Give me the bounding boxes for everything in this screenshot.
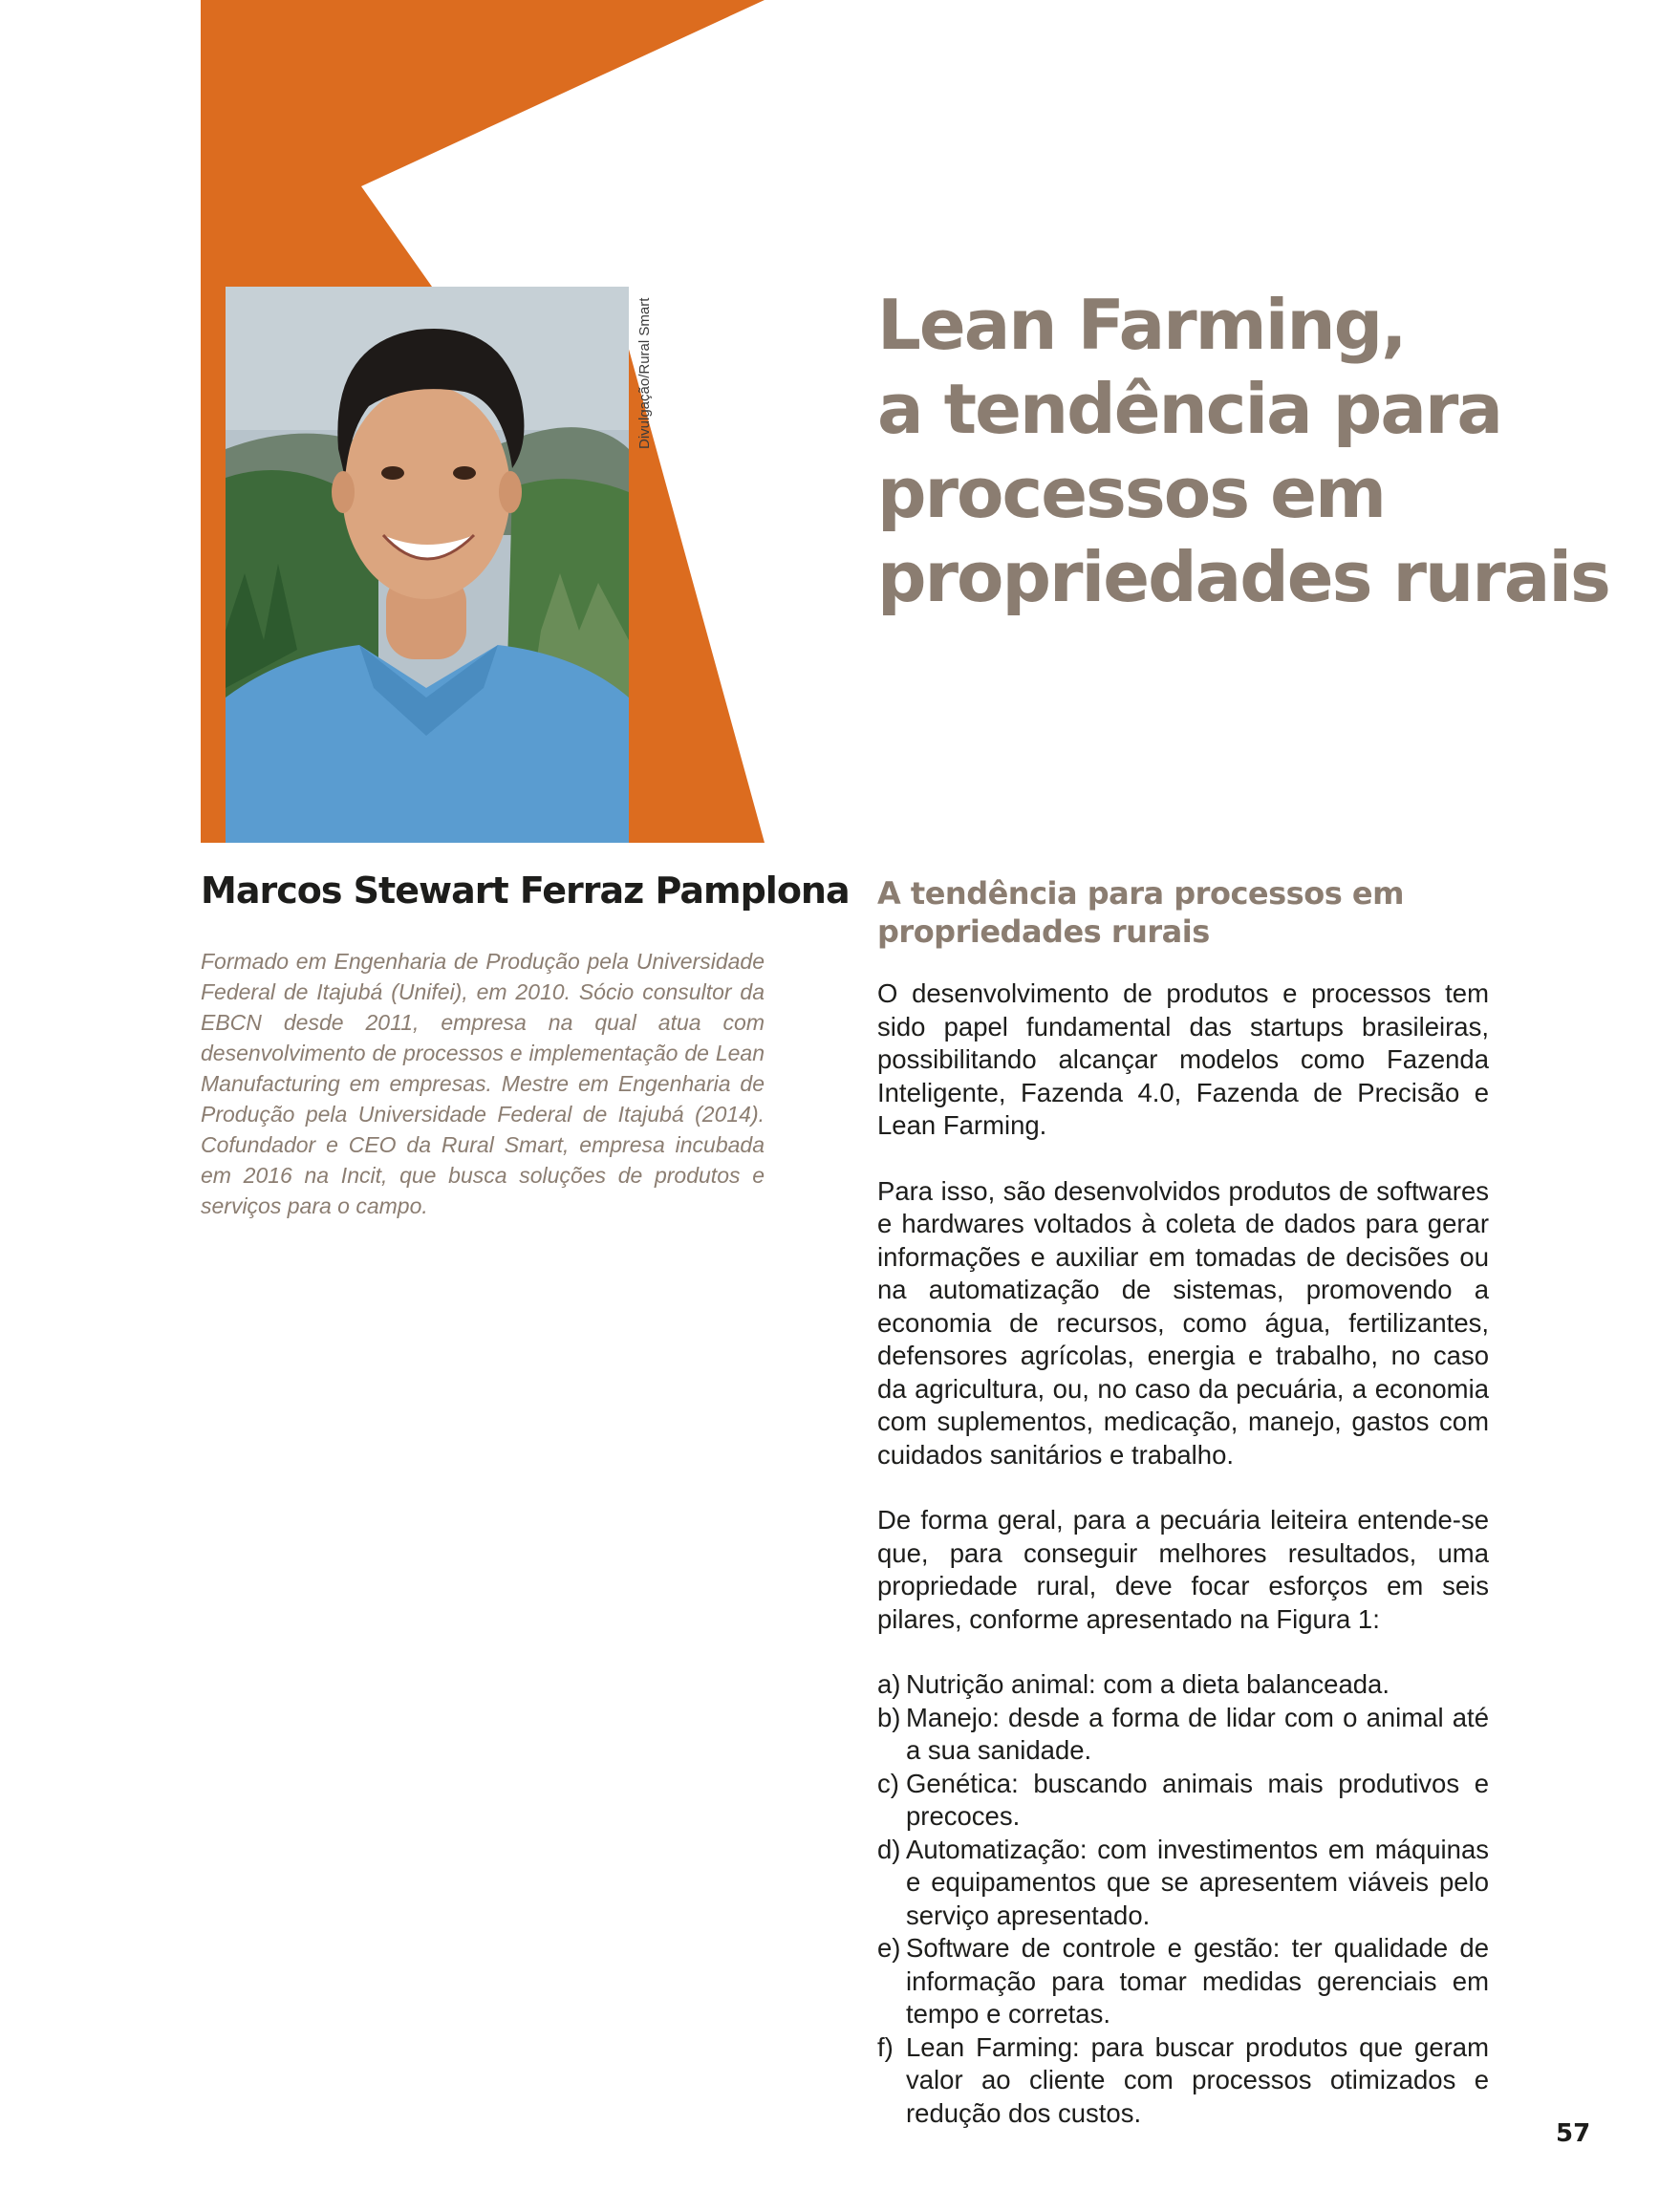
list-item-text: Manejo: desde a forma de lidar com o animal até a sua sanidade.	[906, 1702, 1489, 1765]
paragraph: Para isso, são desenvolvidos produtos de softwares e hardwares voltados à coleta de dados para gerar informações e auxiliar em tomadas de decisões ou na automatização de sistemas, promovendo a economia de recursos, como água, fertilizantes, defensores agrícolas, energia e trabalho, no caso da agricultura, ou, no caso da pecuária, a economia com suplementos, medicação, manejo, gastos com cuidados sanitários e trabalho.	[877, 1175, 1489, 1470]
title-line: processos em	[877, 453, 1385, 533]
pillars-list	[877, 1668, 1489, 2130]
list-item-text: Software de controle e gestão: ter qualidade de informação para tomar medidas gerenciais em tempo e corretas.	[906, 1933, 1489, 2029]
list-marker: a)	[877, 1669, 901, 1699]
list-marker: f)	[877, 2031, 894, 2062]
list-item	[877, 1932, 1489, 2031]
list-item-text: Genética: buscando animais mais produtivos e precoces.	[906, 1768, 1489, 1831]
page-number: 57	[1556, 2119, 1591, 2148]
list-marker: d)	[877, 1834, 901, 1864]
article-body	[877, 874, 1489, 2130]
list-item	[877, 1768, 1489, 1834]
list-marker: e)	[877, 1933, 901, 1963]
photo-credit: Divulgação/Rural Smart	[636, 297, 653, 449]
list-marker: c)	[877, 1768, 899, 1798]
list-item	[877, 2031, 1489, 2131]
author-photo	[226, 287, 629, 843]
list-item	[877, 1834, 1489, 1933]
list-item	[877, 1668, 1489, 1702]
author-name: Marcos Stewart Ferraz Pamplona	[201, 870, 850, 912]
title-line: a tendência para	[877, 369, 1502, 449]
list-item-text: Automatização: com investimentos em máquinas e equipamentos que se apresentem viáveis pelo serviço apresentado.	[906, 1834, 1489, 1930]
author-bio: Formado em Engenharia de Produção pela Universidade Federal de Itajubá (Unifei), em 2010. Sócio consultor da EBCN desde 2011, empresa na qual atua com desenvolvimento de processos e implementação de Lean Manufacturing em empresas. Mestre em Engenharia de Produção pela Universidade Federal de Itajubá (2014). Cofundador e CEO da Rural Smart, empresa incubada em 2016 na Incit, que busca soluções de produtos e serviços para o campo.	[201, 949, 765, 1218]
list-item-text: Nutrição animal: com a dieta balanceada.	[906, 1669, 1390, 1699]
list-marker: b)	[877, 1702, 901, 1732]
list-item	[877, 1702, 1489, 1768]
section-subtitle: A tendência para processos em propriedades rurais	[877, 875, 1404, 950]
article-title	[877, 283, 1609, 619]
paragraph: O desenvolvimento de produtos e processos tem sido papel fundamental das startups brasileiras, possibilitando alcançar modelos como Fazenda Inteligente, Fazenda 4.0, Fazenda de Precisão e Lean Farming.	[877, 978, 1489, 1140]
list-item-text: Lean Farming: para buscar produtos que geram valor ao cliente com processos otimizados e redução dos custos.	[906, 2031, 1489, 2128]
title-line: Lean Farming,	[877, 285, 1406, 365]
title-line: propriedades rurais	[877, 537, 1609, 617]
paragraph: De forma geral, para a pecuária leiteira entende-se que, para conseguir melhores resultados, uma propriedade rural, deve focar esforços em seis pilares, conforme apresentado na Figura 1:	[877, 1505, 1489, 1634]
